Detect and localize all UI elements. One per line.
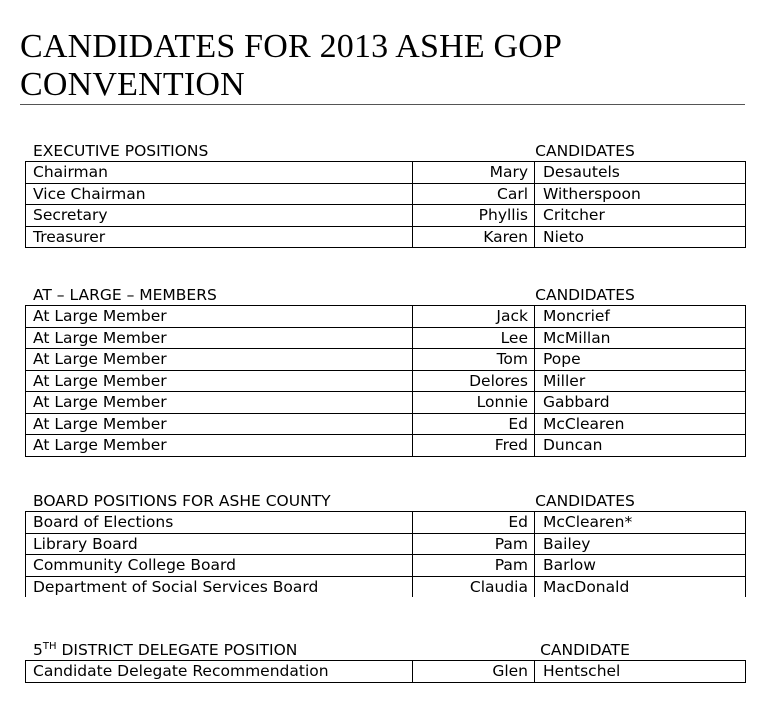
section-heading: AT – LARGE – MEMBERS <box>33 286 217 304</box>
last-name-cell: MacDonald <box>535 576 746 597</box>
district-delegate-table <box>25 660 746 683</box>
table-row <box>26 555 746 577</box>
position-cell: Library Board <box>26 533 413 555</box>
position-cell: At Large Member <box>26 435 413 457</box>
section-header <box>25 140 746 161</box>
section-district-delegate <box>25 639 746 683</box>
section-heading: BOARD POSITIONS FOR ASHE COUNTY <box>33 492 331 510</box>
section-heading <box>33 641 297 659</box>
title-divider <box>20 104 745 105</box>
table-row <box>26 183 746 205</box>
first-name-cell: Karen <box>413 226 535 248</box>
first-name-cell: Lee <box>413 327 535 349</box>
position-cell: At Large Member <box>26 306 413 328</box>
section-heading: EXECUTIVE POSITIONS <box>33 142 209 160</box>
section-board-positions <box>25 490 746 597</box>
table-row <box>26 162 746 184</box>
first-name-cell: Pam <box>413 533 535 555</box>
table-row <box>26 533 746 555</box>
candidates-heading: CANDIDATES <box>535 142 635 160</box>
table-row <box>26 435 746 457</box>
table-row <box>26 370 746 392</box>
first-name-cell: Ed <box>413 413 535 435</box>
position-cell: At Large Member <box>26 349 413 371</box>
first-name-cell: Phyllis <box>413 205 535 227</box>
first-name-cell: Glen <box>413 661 535 683</box>
last-name-cell: Bailey <box>535 533 746 555</box>
first-name-cell: Lonnie <box>413 392 535 414</box>
last-name-cell: Pope <box>535 349 746 371</box>
executive-positions-table <box>25 161 746 248</box>
last-name-cell: Duncan <box>535 435 746 457</box>
last-name-cell: Hentschel <box>535 661 746 683</box>
last-name-cell: Desautels <box>535 162 746 184</box>
last-name-cell: McClearen <box>535 413 746 435</box>
table-row <box>26 349 746 371</box>
position-cell: Department of Social Services Board <box>26 576 413 597</box>
at-large-members-table <box>25 305 746 457</box>
table-row <box>26 661 746 683</box>
table-row <box>26 226 746 248</box>
last-name-cell: Gabbard <box>535 392 746 414</box>
first-name-cell: Ed <box>413 512 535 534</box>
table-row <box>26 413 746 435</box>
heading-text: DISTRICT DELEGATE POSITION <box>56 641 298 659</box>
position-cell: At Large Member <box>26 413 413 435</box>
first-name-cell: Carl <box>413 183 535 205</box>
first-name-cell: Delores <box>413 370 535 392</box>
candidates-heading: CANDIDATES <box>535 492 635 510</box>
heading-number: 5 <box>33 641 43 659</box>
section-header <box>25 639 746 660</box>
first-name-cell: Jack <box>413 306 535 328</box>
table-row <box>26 512 746 534</box>
last-name-cell: Moncrief <box>535 306 746 328</box>
last-name-cell: Nieto <box>535 226 746 248</box>
heading-superscript: TH <box>42 640 57 652</box>
position-cell: Community College Board <box>26 555 413 577</box>
position-cell: Board of Elections <box>26 512 413 534</box>
first-name-cell: Fred <box>413 435 535 457</box>
first-name-cell: Claudia <box>413 576 535 597</box>
first-name-cell: Pam <box>413 555 535 577</box>
first-name-cell: Tom <box>413 349 535 371</box>
position-cell: At Large Member <box>26 392 413 414</box>
position-cell: Treasurer <box>26 226 413 248</box>
table-row <box>26 205 746 227</box>
last-name-cell: Miller <box>535 370 746 392</box>
candidates-heading: CANDIDATES <box>535 286 635 304</box>
table-row <box>26 392 746 414</box>
board-positions-table <box>25 511 746 597</box>
table-row <box>26 327 746 349</box>
table-row <box>26 306 746 328</box>
last-name-cell: Barlow <box>535 555 746 577</box>
section-executive-positions <box>25 140 746 248</box>
position-cell: Vice Chairman <box>26 183 413 205</box>
last-name-cell: McMillan <box>535 327 746 349</box>
section-header <box>25 490 746 511</box>
section-at-large-members <box>25 284 746 457</box>
position-cell: Secretary <box>26 205 413 227</box>
table-row <box>26 576 746 597</box>
position-cell: At Large Member <box>26 327 413 349</box>
last-name-cell: Critcher <box>535 205 746 227</box>
page-title: CANDIDATES FOR 2013 ASHE GOP CONVENTION <box>20 28 561 103</box>
candidate-heading: CANDIDATE <box>540 641 630 659</box>
position-cell: Chairman <box>26 162 413 184</box>
position-cell: At Large Member <box>26 370 413 392</box>
section-header <box>25 284 746 305</box>
last-name-cell: Witherspoon <box>535 183 746 205</box>
position-cell: Candidate Delegate Recommendation <box>26 661 413 683</box>
last-name-cell: McClearen* <box>535 512 746 534</box>
first-name-cell: Mary <box>413 162 535 184</box>
